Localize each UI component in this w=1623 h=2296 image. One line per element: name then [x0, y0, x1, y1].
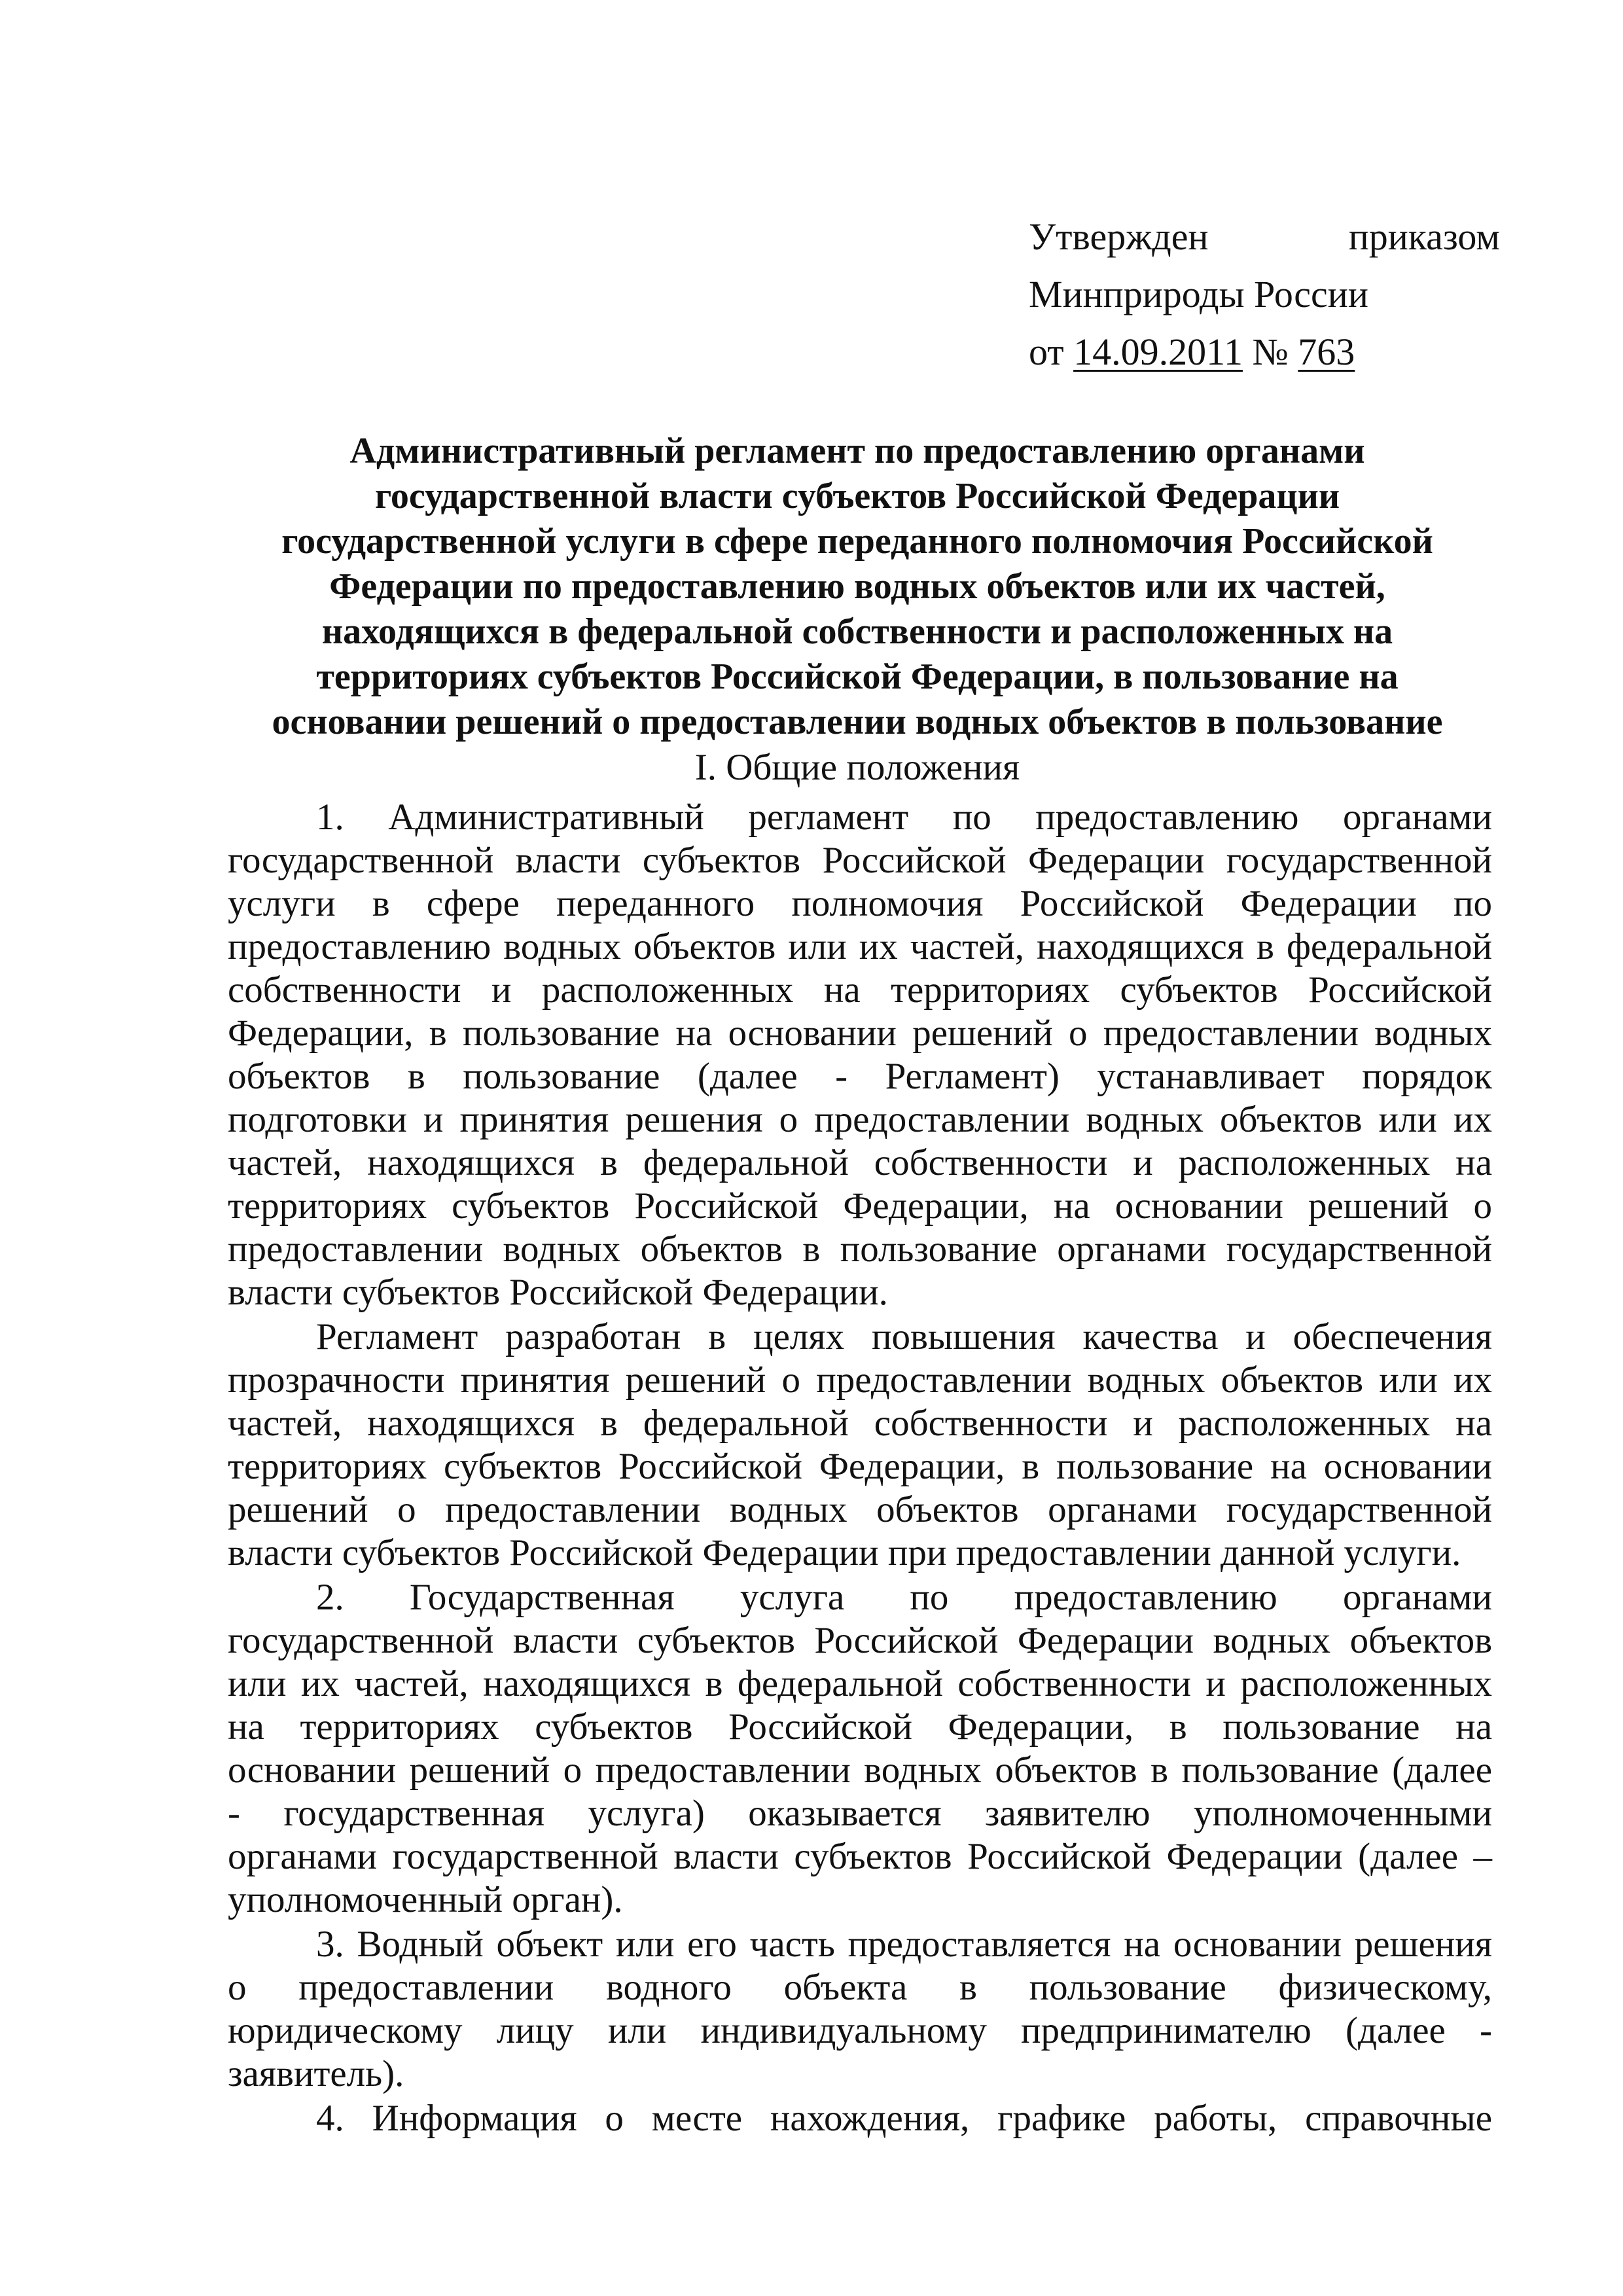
approval-approved-word: Утвержден [1029, 215, 1209, 258]
paragraph-2 [228, 1576, 1492, 1922]
paragraph-line: территориях субъектов Российской Федерации, в пользование на основании [228, 1446, 1492, 1487]
paragraph-line: прозрачности принятия решений о предоставлении водных объектов или их [228, 1359, 1492, 1401]
paragraph-line: уполномоченный орган). [228, 1879, 623, 1920]
paragraph-1 [228, 796, 1492, 1314]
paragraph-line: собственности и расположенных на территориях субъектов Российской [228, 969, 1492, 1011]
approval-line-1 [1029, 208, 1500, 266]
paragraph-line: частей, находящихся в федеральной собственности и расположенных на [228, 1403, 1492, 1444]
title-line: государственной власти субъектов Российской Федерации [374, 476, 1340, 516]
paragraph-line: 2. Государственная услуга по предоставлению органами [316, 1577, 1492, 1618]
paragraph-line: основании решений о предоставлении водных объектов в пользование (далее [228, 1749, 1492, 1791]
paragraph-line: Федерации, в пользование на основании решений о предоставлении водных [228, 1013, 1492, 1054]
paragraph-3 [228, 1923, 1492, 2096]
paragraph-line: предоставлении водных объектов в пользование органами государственной [228, 1229, 1492, 1270]
paragraph-line: на территориях субъектов Российской Федерации, в пользование на [228, 1706, 1492, 1748]
approval-line-2 [1029, 266, 1500, 323]
paragraph-line: предоставлению водных объектов или их частей, находящихся в федеральной [228, 926, 1492, 967]
paragraph-line: государственной власти субъектов Российской Федерации государственной [228, 840, 1492, 881]
approval-number: 763 [1298, 331, 1355, 373]
document-body [228, 796, 1492, 2142]
paragraph-line: Регламент разработан в целях повышения качества и обеспечения [316, 1316, 1492, 1357]
paragraph-1-continued [228, 1316, 1492, 1575]
paragraph-line: - государственная услуга) оказывается заявителю уполномоченными [228, 1793, 1492, 1834]
approval-number-sign: № [1252, 331, 1289, 373]
approval-ministry: Минприроды России [1029, 273, 1368, 315]
title-line: находящихся в федеральной собственности и расположенных на [321, 611, 1393, 652]
title-line: основании решений о предоставлении водных объектов в пользование [272, 702, 1443, 742]
approval-from: от [1029, 331, 1064, 373]
approval-date: 14.09.2011 [1073, 331, 1243, 373]
document-title [223, 429, 1492, 745]
paragraph-line: частей, находящихся в федеральной собственности и расположенных на [228, 1142, 1492, 1183]
paragraph-line: решений о предоставлении водных объектов органами государственной [228, 1489, 1492, 1530]
title-line: Федерации по предоставлению водных объектов или их частей, [329, 566, 1385, 607]
paragraph-line: объектов в пользование (далее - Регламент) устанавливает порядок [228, 1056, 1492, 1097]
paragraph-line: власти субъектов Российской Федерации. [228, 1272, 888, 1313]
paragraph-line: или их частей, находящихся в федеральной собственности и расположенных [228, 1663, 1492, 1704]
section-heading: I. Общие положения [694, 747, 1020, 788]
title-line: государственной услуги в сфере переданного полномочия Российской [281, 521, 1433, 562]
paragraph-line: территориях субъектов Российской Федерации, на основании решений о [228, 1185, 1492, 1227]
paragraph-line: 4. Информация о месте нахождения, графике работы, справочные [316, 2098, 1492, 2139]
paragraph-line: органами государственной власти субъектов Российской Федерации (далее – [228, 1836, 1492, 1877]
approval-line-3 [1029, 323, 1500, 381]
paragraph-line: заявитель). [228, 2053, 404, 2094]
approval-block [1029, 208, 1500, 381]
paragraph-line: о предоставлении водного объекта в пользование физическому, [228, 1967, 1492, 2008]
paragraph-line: юридическому лицу или индивидуальному предпринимателю (далее - [228, 2010, 1492, 2051]
paragraph-line: государственной власти субъектов Российской Федерации водных объектов [228, 1620, 1492, 1661]
title-line: территориях субъектов Российской Федерации, в пользование на [316, 656, 1399, 697]
paragraph-line: 1. Административный регламент по предоставлению органами [316, 797, 1492, 838]
title-line: Административный регламент по предоставлению органами [349, 431, 1365, 471]
paragraph-line: власти субъектов Российской Федерации при предоставлении данной услуги. [228, 1532, 1461, 1573]
approval-order-word: приказом [1348, 215, 1500, 258]
paragraph-4 [228, 2097, 1492, 2140]
paragraph-line: услуги в сфере переданного полномочия Российской Федерации по [228, 883, 1492, 924]
paragraph-line: подготовки и принятия решения о предоставлении водных объектов или их [228, 1099, 1492, 1140]
paragraph-line: 3. Водный объект или его часть предоставляется на основании решения [316, 1924, 1492, 1965]
